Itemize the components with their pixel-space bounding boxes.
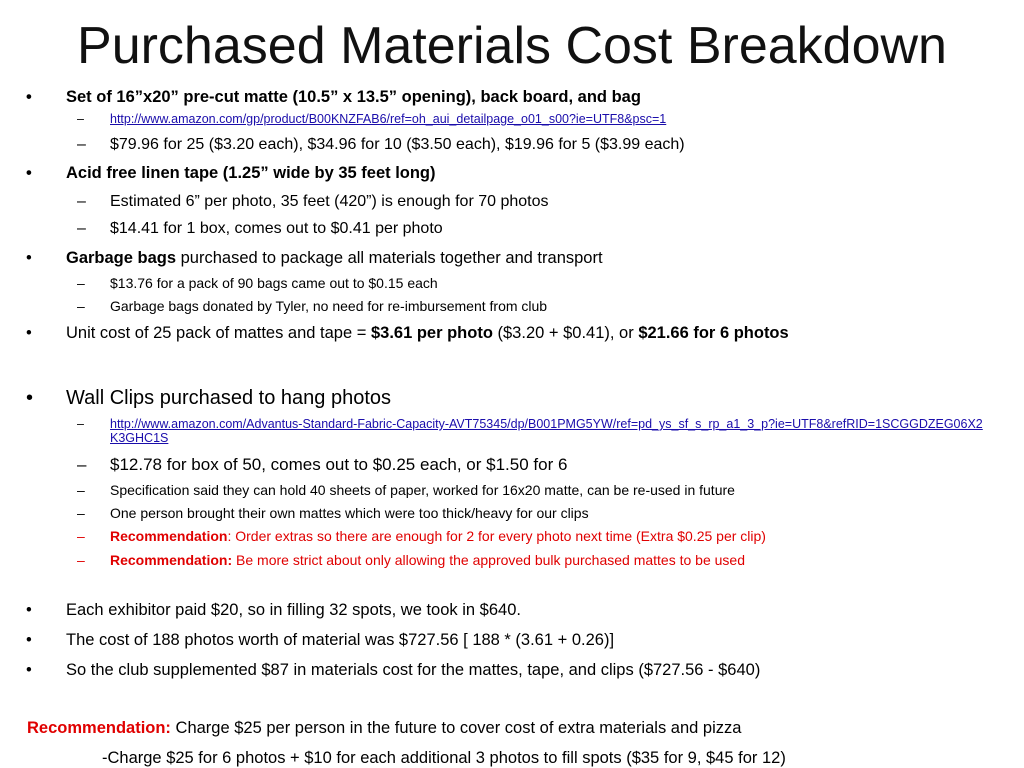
bullet-tape [26, 163, 436, 183]
clips-link-item [77, 417, 983, 445]
mattes-prices: $79.96 for 25 ($3.20 each), $34.96 for 10 ($3.50 each), $19.96 for 5 ($3.99 each) [110, 136, 685, 153]
dash-glyph: – [77, 220, 86, 237]
clips-rec2-text: Be more strict about only allowing the approved bulk purchased mattes to be used [232, 552, 745, 568]
mattes-amazon-link[interactable]: http://www.amazon.com/gp/product/B00KNZFAB6/ref=oh_aui_detailpage_o01_s00?ie=UTF8&psc=1 [110, 112, 667, 126]
dash-glyph: – [77, 136, 86, 153]
summary-cost: The cost of 188 photos worth of material was $727.56 [ 188 * (3.61 + 0.26)] [66, 631, 615, 649]
bullet-clips [26, 386, 391, 410]
clips-amazon-link[interactable] [110, 417, 983, 445]
dash-glyph: – [77, 275, 85, 291]
final-recommendation [27, 718, 741, 738]
bags-rest: purchased to package all materials together and transport [176, 249, 603, 267]
clips-heading: Wall Clips purchased to hang photos [66, 387, 391, 409]
clips-own-mattes-item [77, 505, 589, 522]
dash-glyph: – [77, 455, 87, 474]
unit-cost-bold2: $21.66 for 6 photos [638, 324, 789, 342]
summary-supplement: So the club supplemented $87 in materials cost for the mattes, tape, and clips ($727.56 - $640) [66, 661, 761, 679]
unit-cost-part2: ($3.20 + $0.41), or [492, 324, 639, 342]
mattes-link-item [77, 112, 667, 126]
dash-glyph: – [77, 528, 85, 544]
bags-bold: Garbage bags [66, 249, 177, 267]
bullet-mattes [26, 87, 641, 107]
slide-title: Purchased Materials Cost Breakdown [77, 17, 947, 75]
bullet-glyph: • [26, 249, 32, 267]
summary-paid: Each exhibitor paid $20, so in filling 32 spots, we took in $640. [66, 601, 521, 619]
bullet-glyph: • [26, 324, 32, 342]
clips-rec2-label: Recommendation: [110, 552, 233, 568]
clips-price: $12.78 for box of 50, comes out to $0.25 each, or $1.50 for 6 [110, 455, 568, 474]
dash-glyph: – [77, 482, 85, 498]
tape-price-item [77, 219, 443, 238]
tape-estimate-item [77, 192, 549, 211]
bullet-glyph: • [26, 661, 32, 679]
clips-spec-item [77, 482, 735, 499]
clips-rec1-label: Recommendation [110, 528, 228, 544]
final-rec-label: Recommendation: [27, 719, 171, 737]
clips-spec: Specification said they can hold 40 sheets of paper, worked for 16x20 matte, can be re-used in future [110, 482, 735, 498]
final-recommendation-sub: -Charge $25 for 6 photos + $10 for each additional 3 photos to fill spots ($35 for 9, $45 for 12) [102, 749, 786, 767]
bullet-unit-cost [26, 323, 789, 343]
dash-glyph: – [77, 552, 85, 568]
bullet-glyph: • [26, 631, 32, 649]
tape-heading: Acid free linen tape (1.25” wide by 35 feet long) [66, 164, 436, 182]
clips-rec1-text: : Order extras so there are enough for 2 for every photo next time (Extra $0.25 per clip) [227, 528, 766, 544]
unit-cost-part1: Unit cost of 25 pack of mattes and tape = [66, 324, 371, 342]
bullet-glyph: • [26, 88, 32, 106]
dash-glyph: – [77, 112, 84, 126]
dash-glyph: – [77, 298, 85, 314]
bullet-glyph: • [26, 387, 34, 409]
bullet-glyph: • [26, 164, 32, 182]
dash-glyph: – [77, 193, 86, 210]
mattes-heading: Set of 16”x20” pre-cut matte (10.5” x 13.5” opening), back board, and bag [66, 88, 641, 106]
tape-price: $14.41 for 1 box, comes out to $0.41 per photo [110, 220, 443, 237]
bullet-bags [26, 248, 603, 268]
bags-price-item [77, 275, 438, 292]
clips-link-line1: http://www.amazon.com/Advantus-Standard-Fabric-Capacity-AVT75345/dp/B001PMG5YW/ref=pd_ys_sf_s_rp_a1_3_p?ie=UTF8&refRID=1SCGGDZEG06X2 [110, 417, 983, 431]
mattes-prices-item [77, 135, 685, 154]
bullet-paid [26, 600, 521, 620]
dash-glyph: – [77, 417, 84, 431]
tape-estimate: Estimated 6” per photo, 35 feet (420”) is enough for 70 photos [110, 193, 549, 210]
bullet-cost [26, 630, 615, 650]
clips-rec1-item [77, 528, 766, 545]
bags-price: $13.76 for a pack of 90 bags came out to $0.15 each [110, 275, 438, 291]
bags-donated-item [77, 298, 548, 315]
final-rec-text: Charge $25 per person in the future to cover cost of extra materials and pizza [170, 719, 742, 737]
clips-price-item [77, 455, 568, 475]
dash-glyph: – [77, 505, 85, 521]
unit-cost-bold1: $3.61 per photo [370, 324, 493, 342]
bags-donated: Garbage bags donated by Tyler, no need for re-imbursement from club [110, 298, 548, 314]
clips-link-line2: K3GHC1S [110, 431, 169, 445]
clips-own-mattes: One person brought their own mattes which were too thick/heavy for our clips [110, 505, 589, 521]
bullet-supplement [26, 660, 761, 680]
bullet-glyph: • [26, 601, 32, 619]
clips-rec2-item [77, 552, 745, 569]
